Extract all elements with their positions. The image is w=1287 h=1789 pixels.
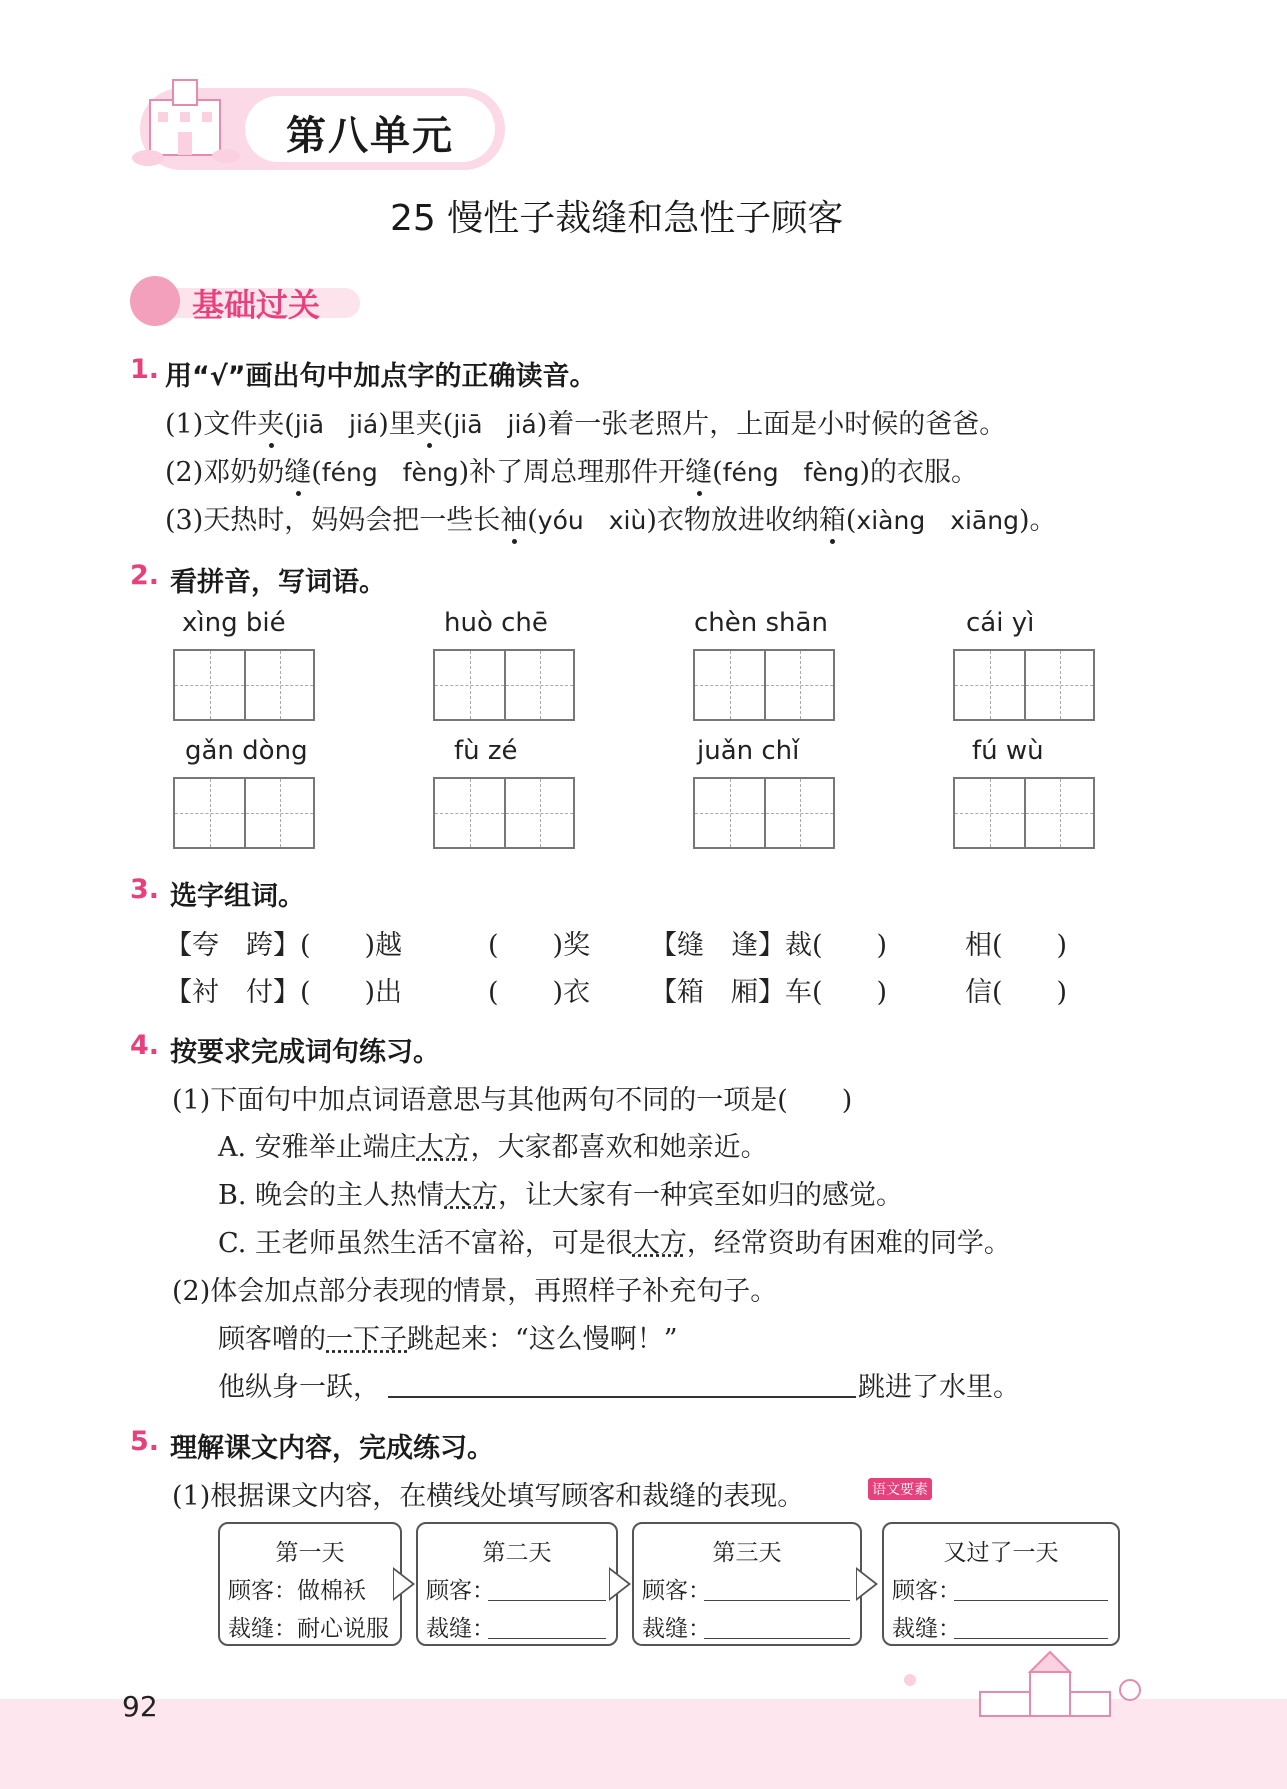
q5-title: 理解课文内容，完成练习。 [170, 1433, 494, 1464]
q3-row2-c: 【箱 厢】车( ) [650, 977, 888, 1008]
arrow-icon [393, 1567, 415, 1601]
q1-item-2: (2)邓奶奶缝(féng fèng)补了周总理那件开缝(féng fèng)的衣服。 [165, 457, 979, 488]
q2-pinyin-3: chèn shān [694, 608, 828, 638]
q2-pinyin-5: gǎn dòng [185, 736, 308, 766]
q2-pinyin-4: cái yì [966, 608, 1035, 638]
q4-option-c: C. 王老师虽然生活不富裕，可是很大方，经常资助有困难的同学。 [218, 1228, 1011, 1259]
page-number: 92 [122, 1690, 158, 1723]
q3-row2-d: 信( ) [965, 977, 1068, 1008]
q3-row2-a: 【衬 付】( )出 [165, 977, 403, 1008]
q1-number: 1. [130, 354, 160, 385]
arrow-icon [609, 1567, 631, 1601]
q3-row1-c: 【缝 逢】裁( ) [650, 930, 888, 961]
q4-option-b: B. 晚会的主人热情大方，让大家有一种宾至如归的感觉。 [218, 1180, 904, 1211]
q2-pinyin-2: huò chē [444, 608, 548, 638]
q5-sub1: (1)根据课文内容，在横线处填写顾客和裁缝的表现。 [172, 1481, 805, 1512]
q4-answer-line[interactable] [388, 1396, 856, 1398]
writing-grid[interactable] [693, 649, 835, 721]
arrow-icon [856, 1567, 878, 1601]
answer-line[interactable] [954, 1638, 1108, 1639]
answer-line[interactable] [704, 1638, 850, 1639]
q4-example: 顾客噌的一下子跳起来：“这么慢啊！” [218, 1324, 678, 1355]
q4-title: 按要求完成词句练习。 [170, 1037, 440, 1068]
lesson-title: 25 慢性子裁缝和急性子顾客 [390, 198, 844, 239]
q4-option-a: A. 安雅举止端庄大方，大家都喜欢和她亲近。 [218, 1132, 768, 1163]
answer-line[interactable] [954, 1600, 1108, 1601]
q1-title: 用“√”画出句中加点字的正确读音。 [165, 361, 597, 392]
answer-line[interactable] [704, 1600, 850, 1601]
writing-grid[interactable] [953, 649, 1095, 721]
q3-row1-b: ( )奖 [488, 930, 591, 961]
answer-line[interactable] [488, 1638, 606, 1639]
day-box-2: 第二天 顾客： 裁缝： [416, 1522, 618, 1646]
q2-pinyin-7: juǎn chǐ [697, 736, 800, 766]
writing-grid[interactable] [953, 777, 1095, 849]
q3-row1-a: 【夸 跨】( )越 [165, 930, 403, 961]
q4-number: 4. [130, 1030, 160, 1061]
q2-number: 2. [130, 560, 160, 591]
q2-title: 看拼音，写词语。 [170, 567, 386, 598]
writing-grid[interactable] [433, 649, 575, 721]
day-box-4: 又过了一天 顾客： 裁缝： [882, 1522, 1120, 1646]
section-tag [130, 276, 370, 324]
day-box-3: 第三天 顾客： 裁缝： [632, 1522, 862, 1646]
globe-icon [130, 276, 180, 326]
q4-sub2: (2)体会加点部分表现的情景，再照样子补充句子。 [172, 1276, 778, 1307]
q2-pinyin-1: xìng bié [182, 608, 286, 638]
q4-fill-suffix: 跳进了水里。 [858, 1372, 1020, 1403]
day-box-1: 第一天 顾客：做棉袄 裁缝：耐心说服 [218, 1522, 402, 1646]
q3-row2-b: ( )衣 [488, 977, 591, 1008]
q4-fill-prefix: 他纵身一跃， [218, 1372, 380, 1403]
q3-title: 选字组词。 [170, 881, 305, 912]
writing-grid[interactable] [693, 777, 835, 849]
writing-grid[interactable] [173, 649, 315, 721]
castle-decoration-icon [880, 1650, 1180, 1720]
q3-number: 3. [130, 874, 160, 905]
q3-row1-d: 相( ) [965, 930, 1068, 961]
unit-title: 第八单元 [286, 113, 454, 159]
answer-line[interactable] [488, 1600, 606, 1601]
q2-pinyin-8: fú wù [972, 736, 1044, 766]
school-building-icon [128, 70, 258, 170]
yuwen-badge: 语文要素 [868, 1478, 932, 1500]
writing-grid[interactable] [173, 777, 315, 849]
writing-grid[interactable] [433, 777, 575, 849]
q4-sub1: (1)下面句中加点词语意思与其他两句不同的一项是( ) [172, 1085, 853, 1116]
q1-item-3: (3)天热时，妈妈会把一些长袖(yóu xiù)衣物放进收纳箱(xiàng xiāng)。 [165, 505, 1057, 536]
q2-pinyin-6: fù zé [454, 736, 518, 766]
q1-item-1: (1)文件夹(jiā jiá)里夹(jiā jiá)着一张老照片，上面是小时候的爸爸。 [165, 409, 1007, 440]
q5-number: 5. [130, 1426, 160, 1457]
section-title: 基础过关 [192, 286, 321, 324]
